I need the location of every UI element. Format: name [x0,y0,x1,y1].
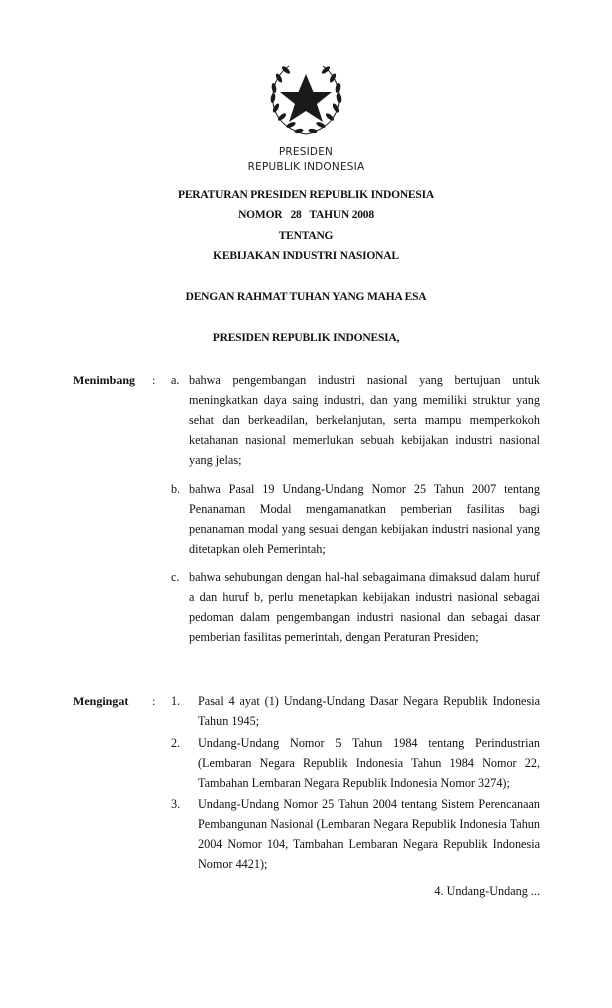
mengingat-marker-2: 2. [171,736,181,750]
mengingat-item-1: Pasal 4 ayat (1) Undang-Undang Dasar Negara Republik Indonesia Tahun 1945; [198,694,540,728]
mengingat-marker-3: 3. [171,797,181,811]
header-presiden: PRESIDEN [278,146,334,158]
title-regulation: PERATURAN PRESIDEN REPUBLIK INDONESIA [178,189,434,201]
star-wreath-emblem-icon [265,58,347,140]
invocation: DENGAN RAHMAT TUHAN YANG MAHA ESA [185,291,427,303]
mengingat-label: Mengingat [73,694,129,708]
page-continuation: 4. Undang-Undang ... [434,884,540,898]
mengingat-marker-1: 1. [171,694,181,708]
menimbang-marker-b: b. [171,482,181,496]
mengingat-item-3: Undang-Undang Nomor 25 Tahun 2004 tentang Sistem Perencanaan Pembangunan Nasional (Lembaran Negara Republik Indonesia Tahun 2004 Nomor 104, Tambahan Lembaran Negara Republik Indonesia Nomor 4421); [198,797,540,871]
menimbang-item-a: bahwa pengembangan industri nasional yang bertujuan untuk meningkatkan daya saing industri, dan yang memiliki struktur yang sehat dan berkeadilan, berkelanjutan, serta mampu memperkokoh ketahanan nasional memerlukan sebuah kebijakan industri nasional yang jelas; [189,373,540,467]
menimbang-label: Menimbang [73,373,136,387]
title-subject: KEBIJAKAN INDUSTRI NASIONAL [213,250,399,262]
mengingat-item-2: Undang-Undang Nomor 5 Tahun 1984 tentang Perindustrian (Lembaran Negara Republik Indonesia Tahun 1984 Nomor 22, Tambahan Lembaran Negara Republik Indonesia Nomor 3274); [198,736,540,790]
title-tentang: TENTANG [278,230,334,242]
menimbang-marker-a: a. [171,373,180,387]
header-republik: REPUBLIK INDONESIA [247,161,365,173]
mengingat-colon: : [152,694,156,708]
title-number: NOMOR 28 TAHUN 2008 [238,209,374,221]
menimbang-item-b: bahwa Pasal 19 Undang-Undang Nomor 25 Tahun 2007 tentang Penanaman Modal mengamanatkan pemberian fasilitas bagi penanaman modal yang sesuai dengan kebijakan industri nasional yang ditetapkan oleh Pemerintah; [189,482,540,556]
menimbang-marker-c: c. [171,570,180,584]
menimbang-colon: : [152,373,156,387]
president-heading: PRESIDEN REPUBLIK INDONESIA, [212,332,400,344]
menimbang-item-c: bahwa sehubungan dengan hal-hal sebagaimana dimaksud dalam huruf a dan huruf b, perlu menetapkan kebijakan industri nasional sebagai pedoman dalam pengembangan industri nasional dan sebagai dasar pemberian fasilitas pemerintah, dengan Peraturan Presiden; [189,570,540,644]
